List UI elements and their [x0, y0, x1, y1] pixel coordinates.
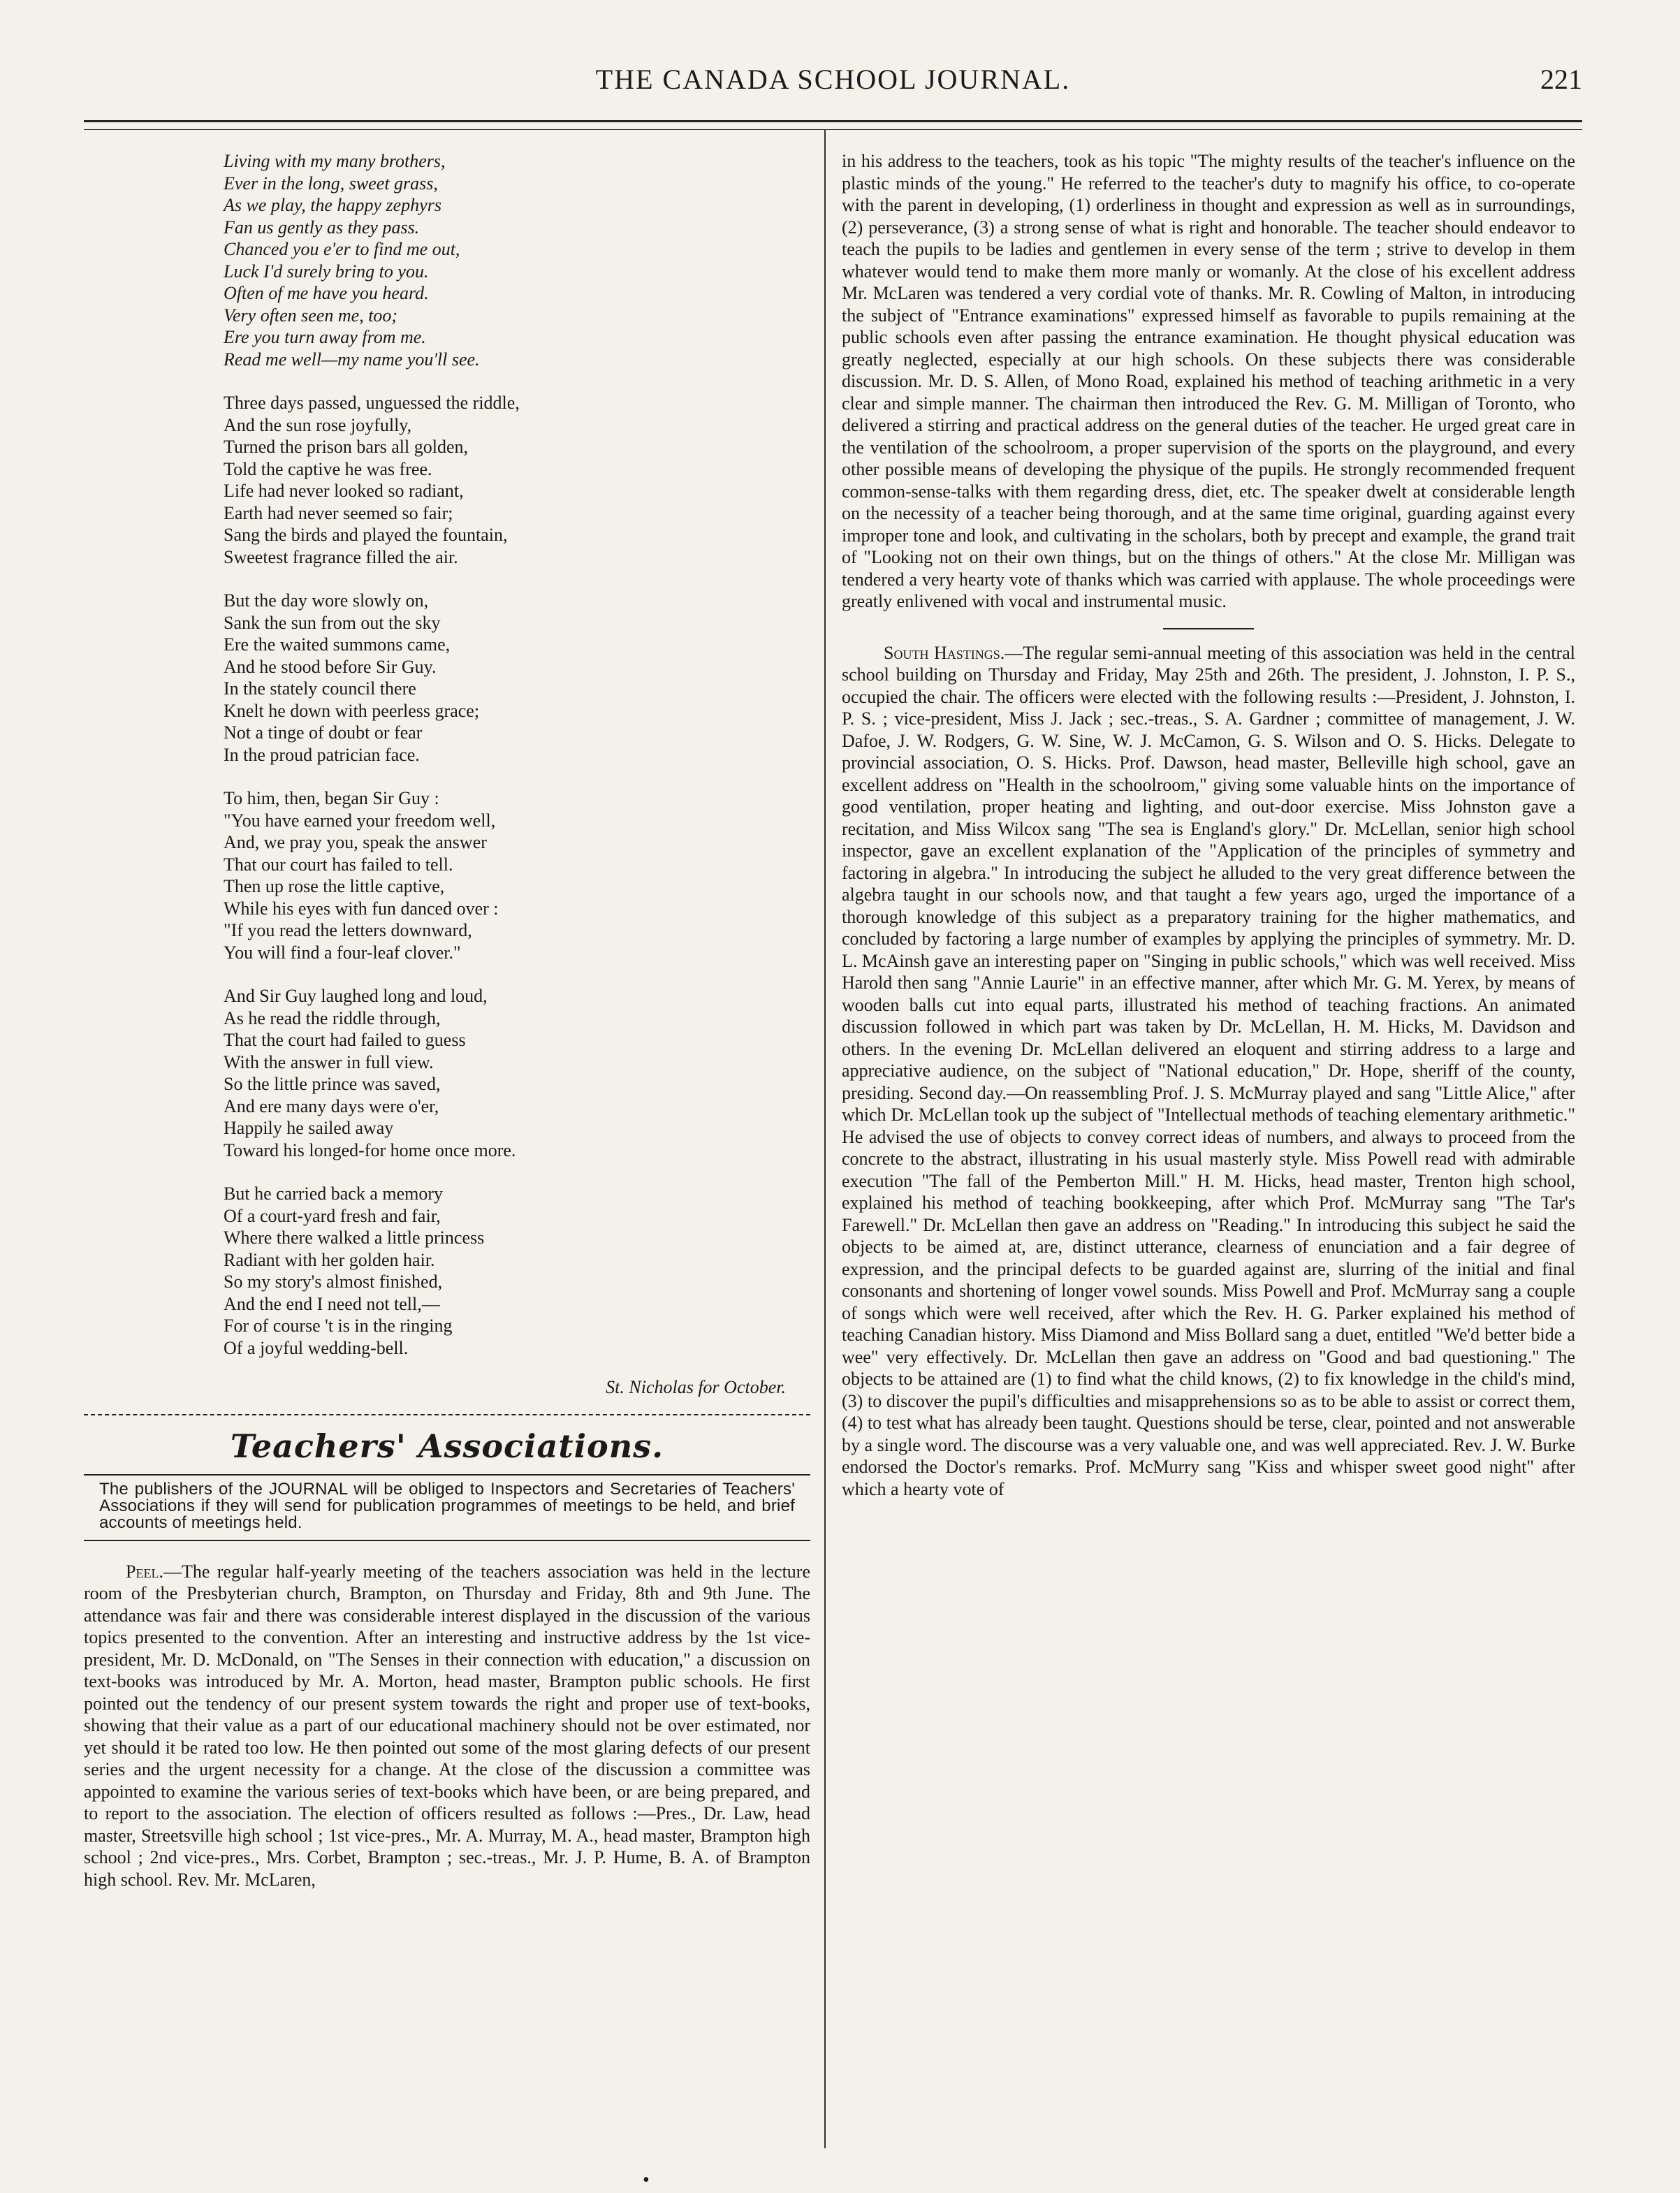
poem-line: Sank the sun from out the sky: [224, 612, 441, 633]
poem-line: And Sir Guy laughed long and loud,: [224, 986, 488, 1006]
poem-line: With the answer in full view.: [224, 1051, 434, 1072]
poem-line: In the stately council there: [224, 678, 416, 699]
poem-stanza: [224, 392, 810, 568]
poem-credit: St. Nicholas for October.: [606, 1377, 786, 1397]
poem-line: Of a court-yard fresh and fair,: [224, 1205, 441, 1226]
poem-line: As we play, the happy zephyrs: [224, 195, 441, 215]
poem-stanza: [224, 150, 810, 370]
poem-stanza: [224, 1183, 810, 1359]
south-hastings-lead: South Hastings.: [884, 642, 1005, 663]
poem-stanza: [224, 787, 810, 963]
section-title: Teachers' Associations.: [230, 1427, 664, 1465]
south-hastings-body: —The regular semi-annual meeting of this association was held in the central school building on Thursday and Friday, May 25th and 26th. The president, J. Johnston, I. P. S., occupied the chair. The officers were elected with the following results :—President, J. Johnston, I. P. S. ; vice-president, Miss J. Jack ; sec.-treas., S. A. Gardner ; committee of management, J. W. Dafoe, J. W. Rodgers, G. W. Sine, W. J. McCamon, G. S. Wilson and O. S. Hicks. Delegate to provincial association, O. S. Hicks. Prof. Dawson, head master, Belleville high school, gave an excellent address on "Health in the schoolroom," giving some valuable hints on the importance of good ventilation, proper heating and lighting, and out-door exercise. Miss Johnston gave a recitation, and Miss Wilcox sang "The sea is England's glory." Dr. McLellan, senior high school inspector, gave an excellent explanation of the "Application of the principles of symmetry and factoring in algebra." In introducing the subject he alluded to the very great difference between the algebra taught in our schools now, and that taught a few years ago, urged the importance of a thorough knowledge of this subject as a preparatory training for the higher mathematics, and concluded by factoring a large number of examples by applying the principles of symmetry. Mr. D. L. McAinsh gave an interesting paper on "Singing in public schools," which was well received. Miss Harold then sang "Annie Laurie" in an effective manner, after which Mr. G. M. Yerex, by means of wooden balls cut into equal parts, illustrated his method of teaching fractions. An animated discussion followed in which part was taken by Dr. McLellan, H. M. Hicks, M. Davidson and others. In the evening Dr. McLellan delivered an eloquent and stirring address to a large and appreciative audience, on the subject of "National education," Dr. Hope, sheriff of the county, presiding. Second day.—On reassembling Prof. J. S. McMurray played and sang "Little Alice," after which Dr. McLellan took up the subject of "Intellectual methods of teaching elementary arithmetic." He advised the use of objects to convey correct ideas of numbers, and always to proceed from the concrete to the abstract, illustrating in his usual masterly style. Miss Powell read with admirable execution "The fall of the Pemberton Mill." H. M. Hicks, head master, Trenton high school, explained his method of teaching bookkeeping, after which Prof. McMurray sang "The Tar's Farewell." Dr. McLellan then gave an address on "Reading." In introducing this subject he said the objects to be aimed at, are, distinct utterance, clearness of enunciation and a fair degree of expression, and the principal defects to be guarded against are, slurring of the initial and final consonants and shortening of longer vowel sounds. Miss Powell and Prof. McMurray sang a couple of songs which were well received, after which the Rev. H. G. Parker explained his method of teaching Canadian history. Miss Diamond and Miss Bollard sang a duet, entitled "We'd better bide a wee" very effectively. Dr. McLellan then gave an address on "Good and bad questioning." The objects to be attained are (1) to find what the child knows, (2) to fix knowledge in the child's mind, (3) to discover the pupil's difficulties and misapprehensions so as to be able to assist or correct them, (4) to test what has already been taught. Questions should be terse, clear, pointed and not answerable by a single word. The discourse was a very valuable one, and was well appreciated. Rev. J. W. Burke endorsed the Doctor's remarks. Prof. McMurry sang "Kiss and whisper sweet good night" after which a hearty vote of: [842, 642, 1575, 1499]
poem-line: As he read the riddle through,: [224, 1007, 441, 1028]
poem-line: Read me well—my name you'll see.: [224, 349, 480, 370]
article-separator: [1163, 628, 1254, 629]
poem-line: Fan us gently as they pass.: [224, 217, 420, 238]
poem-line: And ere many days were o'er,: [224, 1095, 439, 1116]
south-hastings-article: [842, 642, 1575, 1501]
poem-stanza: [224, 590, 810, 766]
poem-line: Luck I'd surely bring to you.: [224, 261, 429, 282]
poem-line: You will find a four-leaf clover.": [224, 942, 461, 963]
poem-line: Very often seen me, too;: [224, 305, 398, 326]
poem-line: Turned the prison bars all golden,: [224, 437, 468, 457]
poem-line: Ever in the long, sweet grass,: [224, 173, 438, 194]
poem-line: Toward his longed-for home once more.: [224, 1139, 516, 1160]
poem-line: Of a joyful wedding-bell.: [224, 1337, 409, 1358]
column-divider: [824, 129, 826, 2148]
poem-line: "If you read the letters downward,: [224, 920, 472, 940]
peel-article: [84, 1561, 810, 1891]
poem-stanza: [224, 985, 810, 1161]
publishers-notice-box: [84, 1474, 810, 1541]
poem-line: And, we pray you, speak the answer: [224, 832, 487, 852]
poem-line: Sang the birds and played the fountain,: [224, 525, 508, 545]
poem-line: Life had never looked so radiant,: [224, 481, 464, 501]
poem-line: And the end I need not tell,—: [224, 1293, 440, 1314]
poem-line: In the proud patrician face.: [224, 744, 420, 765]
poem-line: For of course 't is in the ringing: [224, 1316, 453, 1336]
peel-lead: Peel.: [126, 1561, 163, 1582]
poem-line: Ere the waited summons came,: [224, 634, 451, 655]
poem-line: Chanced you e'er to find me out,: [224, 239, 460, 259]
poem-line: So my story's almost finished,: [224, 1272, 443, 1292]
poem-line: Three days passed, unguessed the riddle,: [224, 393, 520, 413]
poem-line: So the little prince was saved,: [224, 1074, 441, 1094]
peel-body: —The regular half-yearly meeting of the teachers association was held in the lecture room of the Presbyterian church, Brampton, on Thursday and Friday, 8th and 9th June. The attendance was fair and there was considerable interest displayed in the discussion of the various topics presented to the convention. After an interesting and instructive address by the 1st vice-president, Mr. D. McDonald, on "The Senses in their connection with education," a discussion on text-books was introduced by Mr. A. Morton, head master, Brampton public schools. He first pointed out the tendency of our present system towards the right and proper use of text-books, showing that their value as a part of our educational machinery should not be over estimated, nor yet should it be rated too low. He then pointed out some of the most glaring defects of our present series and the urgent necessity for a change. At the close of the discussion a committee was appointed to examine the various series of text-books which have been, or are being prepared, and to report to the association. The election of officers resulted as follows :—Pres., Dr. Law, head master, Streetsville high school ; 1st vice-pres., Mr. A. Murray, M. A., head master, Brampton high school ; 2nd vice-pres., Mrs. Corbet, Brampton ; sec.-treas., Mr. J. P. Hume, B. A. of Brampton high school. Rev. Mr. McLaren,: [84, 1561, 810, 1890]
poem-line: Often of me have you heard.: [224, 283, 429, 303]
peel-article-continuation: in his address to the teachers, took as his topic "The mighty results of the teacher's influence on the plastic minds of the young." He referred to the teacher's duty to magnify his office, to co-operate with the parent in developing, (1) orderliness in thought and expression as well as in surroundings, (2) perseverance, (3) a strong sense of what is right and honorable. The teacher should endeavor to teach the pupils to be ladies and gentlemen in every sense of the term ; strive to develop in them whatever would tend to make them more manly or womanly. At the close of his excellent address Mr. McLaren was tendered a very cordial vote of thanks. Mr. R. Cowling of Malton, in introducing the subject of "Entrance examinations" expressed himself as favorable to pupils remaining at the public schools even after passing the entrance examination. He thought physical education was greatly neglected, especially at our high schools. On these subjects there was considerable discussion. Mr. D. S. Allen, of Mono Road, explained his method of teaching arithmetic in a very clear and simple manner. The chairman then introduced the Rev. G. M. Milligan of Toronto, who delivered a stirring and practical address on the general duties of the teacher. He urged great care in the ventilation of the schoolroom, a proper supervision of the sports on the playground, and every other possible means of developing the physique of the pupils. He strongly recommended frequent common-sense-talks with them regarding dress, diet, etc. The speaker dwelt at considerable length on the necessity of a teacher being thorough, and at the same time original, guarding against every improper tone and look, and cultivating in the scholars, both by precept and example, the grand trait of "Looking not on their own things, but on the things of others." At the close Mr. Milligan was tendered a very hearty vote of thanks which was carried with applause. The whole proceedings were greatly enlivened with vocal and instrumental music.: [842, 151, 1575, 611]
poem-line: And the sun rose joyfully,: [224, 414, 412, 435]
poem-line: Then up rose the little captive,: [224, 876, 445, 896]
poem-line: Sweetest fragrance filled the air.: [224, 546, 458, 567]
poem-line: Living with my many brothers,: [224, 151, 446, 171]
page-number: 221: [1540, 64, 1582, 95]
header-rule: [84, 120, 1582, 130]
poem-line: Ere you turn away from me.: [224, 327, 426, 347]
right-column: [842, 150, 1575, 1500]
poem-line: Earth had never seemed so fair;: [224, 502, 453, 523]
left-column: [84, 150, 810, 1890]
poem-line: Not a tinge of doubt or fear: [224, 722, 423, 743]
poem-line: Happily he sailed away: [224, 1118, 394, 1138]
poem-line: "You have earned your freedom well,: [224, 810, 496, 831]
poem-line: Radiant with her golden hair.: [224, 1249, 435, 1270]
page-header: [84, 63, 1582, 105]
poem-line: Where there walked a little princess: [224, 1227, 485, 1248]
poem-line: But the day wore slowly on,: [224, 590, 429, 611]
poem-line: That our court has failed to tell.: [224, 854, 453, 875]
poem-line: And he stood before Sir Guy.: [224, 656, 437, 677]
poem: [224, 150, 810, 1359]
poem-line: But he carried back a memory: [224, 1183, 444, 1204]
poem-line: To him, then, began Sir Guy :: [224, 788, 439, 808]
poem-line: Told the captive he was free.: [224, 458, 432, 479]
poem-line: Knelt he down with peerless grace;: [224, 700, 480, 721]
publishers-notice: The publishers of the JOURNAL will be obliged to Inspectors and Secretaries of Teachers' Associations if they will send for publication programmes of meetings to be held, and brief accounts of meetings held.: [99, 1479, 795, 1532]
poem-line: While his eyes with fun danced over :: [224, 898, 499, 919]
bottom-mark: •: [643, 2169, 650, 2191]
section-top-rule: [84, 1414, 810, 1415]
poem-line: That the court had failed to guess: [224, 1030, 466, 1050]
journal-title: THE CANADA SCHOOL JOURNAL.: [595, 64, 1071, 95]
